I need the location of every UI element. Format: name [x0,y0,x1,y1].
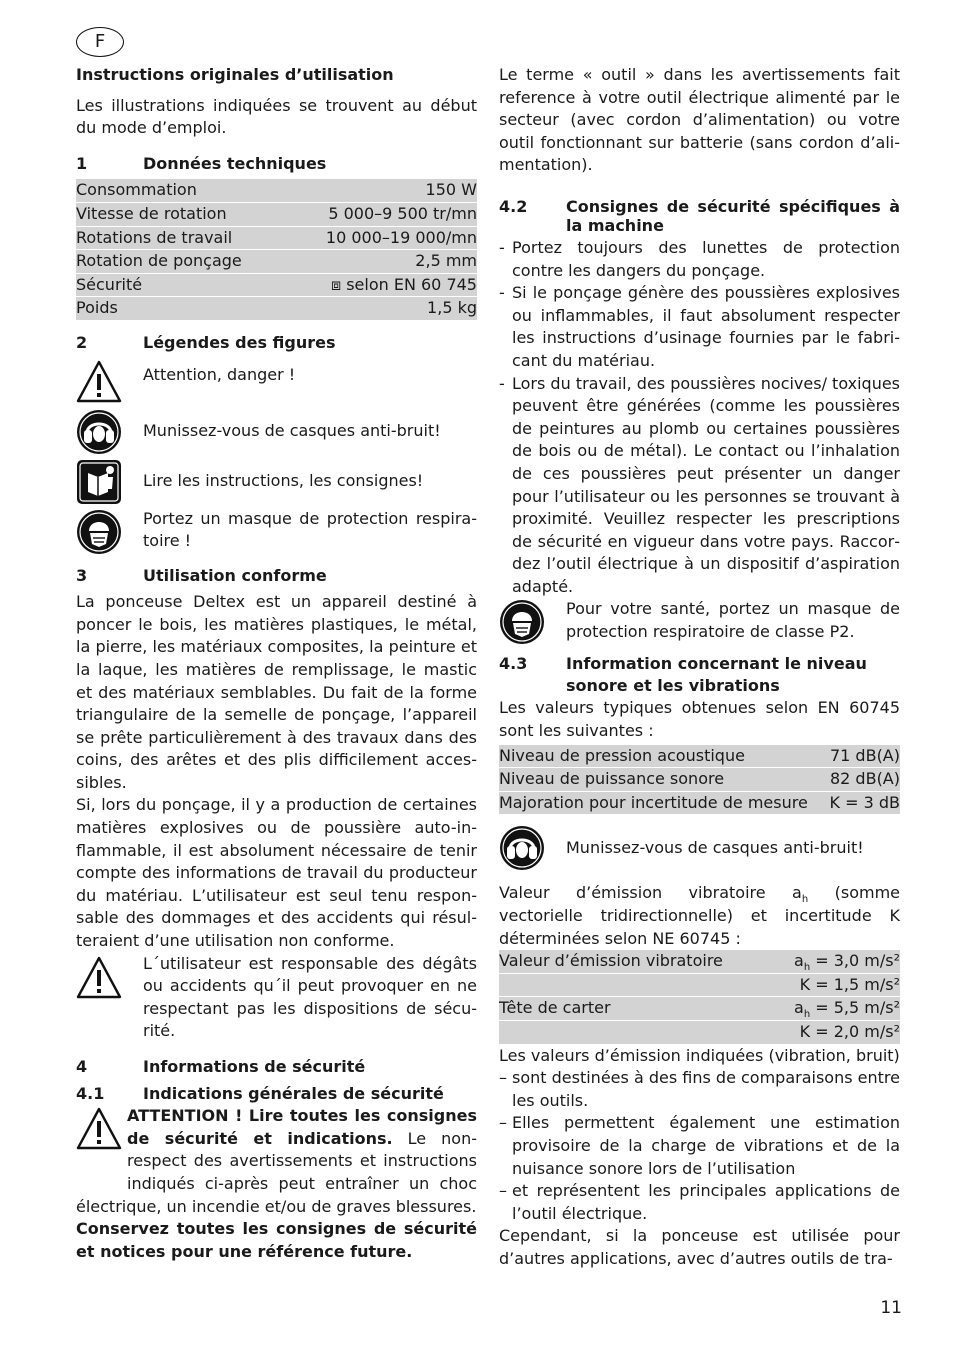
table-row [499,973,900,997]
table-row [76,179,477,202]
table-row [499,745,900,768]
emission-list [499,1067,900,1225]
row-label-empty [499,1021,771,1045]
legend-text: Attention, danger ! [143,365,296,385]
section-number: 4 [76,1057,88,1076]
row-label: Sécurité [76,273,286,297]
section-number: 4.3 [499,654,528,674]
noise-table [499,745,900,816]
table-row [499,768,900,792]
vibration-intro [499,882,900,950]
use-paragraph-1: La ponceuse Deltex est un appareil destiné à poncer le bois, les matières plastiques, le métal, la pierre, les matériaux composites, la peinture et la laque, les matières de remplissage, le mastic et des matériaux semblables. Du fait de la forme triangulaire de la semelle de ponçage, l’appareil se prête particulièrement à des travaux dans des coins, des arêtes et des plis difficilement accessibles. [76,592,477,792]
vibration-table [499,950,900,1044]
warning-triangle-icon [76,955,122,1001]
section-4-2-heading [499,197,900,235]
safety-bullets [499,237,900,599]
list-item: – et représentent les principales applications de l’outil électrique. [499,1180,900,1225]
row-value: K = 1,5 m/s² [771,973,900,997]
warning-text: L´utilisateur est responsable des dégâts ou accidents qu´il peut provoquer en ne respectant pas les dispositions de sécurité. [143,953,477,1041]
table-row [76,250,477,274]
legend-item-ear [76,409,477,455]
closing-paragraph: Cependant, si la ponceuse est utilisée pour d’autres applications, avec d’autres outils de tra- [499,1226,900,1268]
row-value [771,997,900,1021]
row-value [771,950,900,973]
vib-sub: h [803,962,811,974]
section-title: Informations de sécurité [143,1057,366,1076]
section-title: Légendes des figures [143,332,336,352]
row-value: 82 dB(A) [825,768,900,792]
attention-block [76,1105,477,1218]
row-value: 5 000–9 500 tr/mn [286,202,477,226]
row-label: Poids [76,297,286,321]
keep-instructions: Conservez toutes les consignes de sécurité et notices pour une référence future. [76,1219,477,1261]
document-title: Instructions originales d’utilisation [76,65,394,84]
attention-rest: Le non-respect des avertissements et instructions indiqués ci-après peut entraîner un choc électrique, un incendie et/ou de graves blessures. [76,1128,477,1216]
ear-note-text: Munissez-vous de casques anti-bruit! [566,838,864,858]
ear-protection-icon [499,825,545,871]
vib-value: = 5,5 m/s² [810,998,900,1018]
section-title: Information concernant le niveau sonore et les vibrations [566,654,867,696]
list-item: - Portez toujours des lunettes de protection contre les dangers du ponçage. [499,237,900,282]
row-label: Rotation de ponçage [76,250,286,274]
section-2-heading [76,332,477,355]
row-label: Tête de carter [499,997,771,1021]
legend-item-manual [76,459,477,505]
vib-value: = 3,0 m/s² [810,951,900,971]
warning-triangle-icon [76,359,122,405]
respirator-mask-icon [76,509,122,555]
row-value: ⧈ selon EN 60 745 [286,273,477,297]
table-row [76,202,477,226]
row-value: 1,5 kg [286,297,477,321]
section-1-heading [76,153,477,176]
row-value: 71 dB(A) [825,745,900,768]
section-number: 4.2 [499,196,528,216]
section-number: 4.1 [76,1083,105,1103]
row-label: Vitesse de rotation [76,202,286,226]
read-manual-icon [76,459,122,505]
list-item: - Lors du travail, des poussières nocives/ toxiques peuvent être générées (comme les poussières de peintures au plomb ou certaines poussières de bois ou de métal). Le contact ou l’inhalation de ces poussières peut présenter un danger pour l’utilisateur ou les personnes se trouvant à proximité. Veuillez respecter les prescriptions de sécurité en vigueur dans votre pays. Raccordez l’outil électrique à un dispositif d’aspiration adapté. [499,373,900,599]
tech-data-table [76,179,477,321]
row-value: K = 3 dB [825,791,900,815]
right-column [499,64,900,1271]
emission-intro: Les valeurs d’émission indiquées (vibration, bruit) [499,1045,900,1065]
use-warning [76,953,477,1043]
vib-intro-sub: h [801,894,809,906]
section-4-3-heading [499,653,900,697]
section-number: 3 [76,565,88,585]
legend-text: Munissez-vous de casques anti-bruit! [143,421,441,441]
table-row [499,1021,900,1045]
table-row [499,997,900,1021]
legend-text: Lire les instructions, les consignes! [143,471,424,491]
section-4-1-heading [76,1083,477,1106]
intro-paragraph: Les illustrations indiquées se trouvent au début du mode d’emploi. [76,95,477,138]
row-value: 10 000–19 000/mn [286,226,477,250]
row-value: 150 W [286,179,477,202]
vib-intro-text: Valeur d’émission vibratoire a [499,883,802,903]
row-label: Consommation [76,179,286,202]
attention-bold: ATTENTION ! Lire toutes les consignes de sécurité et indications. [127,1106,477,1148]
ear-protection-icon [76,409,122,455]
table-row [76,226,477,250]
table-row [76,273,477,297]
mask-note-text: Pour votre santé, portez un masque de protection respiratoire de classe P2. [566,599,900,642]
section-number: 1 [76,153,88,173]
mask-note [499,598,900,645]
respirator-mask-icon [499,599,545,645]
ear-note [499,825,900,871]
vib-sub: h [803,1009,811,1021]
row-label: Majoration pour incertitude de mesure [499,791,825,815]
legend-item-danger [76,359,477,405]
legend-text: Portez un masque de protection respiratoire ! [143,508,477,551]
table-row [499,791,900,815]
row-label: Niveau de pression acoustique [499,745,825,768]
section-title: Données techniques [143,153,327,173]
section-title: Utilisation conforme [143,565,327,585]
section-3-heading [76,565,477,588]
list-item: – sont destinées à des fins de comparaisons entre les outils. [499,1067,900,1112]
section-4-heading [76,1056,477,1079]
table-row [499,950,900,973]
noise-intro: Les valeurs typiques obtenues selon EN 60745 sont les suivantes : [499,698,900,741]
row-label-empty [499,973,771,997]
vib-a: a [794,951,804,971]
row-value: K = 2,0 m/s² [771,1021,900,1045]
warning-triangle-icon [76,1106,122,1152]
left-column [76,64,477,1263]
attention-paragraph [76,1105,477,1218]
list-item: - Si le ponçage génère des poussières explosives ou inflammables, il faut absolument respecter les instructions d’usinage fournies par le fabricant du matériau. [499,282,900,372]
table-row [76,297,477,321]
row-label: Rotations de travail [76,226,286,250]
page-number: 11 [880,1298,902,1318]
section-title: Consignes de sécurité spécifiques à la machine [566,196,900,235]
tool-definition-paragraph: Le terme « outil » dans les avertissements fait reference à votre outil électrique alimenté par le secteur (avec cordon d’alimentation) ou votre outil fonctionnant sur batterie (sans cordon d’alimentation). [499,65,900,175]
vib-a: a [794,998,804,1018]
list-item: – Elles permettent également une estimation provisoire de la charge de vibrations et de la nuisance sonore lors de l’utilisation [499,1112,900,1180]
vib-intro-rest: (somme vectorielle tridirectionnelle) et incertitude K déterminées selon NE 60745 : [499,883,900,948]
language-badge: F [76,27,124,57]
row-label: Valeur d’émission vibratoire [499,950,771,973]
section-number: 2 [76,332,88,352]
section-title: Indications générales de sécurité [143,1083,444,1103]
legend-item-mask [76,509,477,555]
use-paragraph-2: Si, lors du ponçage, il y a production de certaines matières explosives ou de poussière auto-inflammable, il est absolument nécessaire de tenir compte des informations de travail du producteur du matériau. L’utilisateur est seul tenu responsable des dommages et des accidents qui résulteraient d’une utilisation non conforme. [76,795,477,951]
row-value: 2,5 mm [286,250,477,274]
row-label: Niveau de puissance sonore [499,768,825,792]
